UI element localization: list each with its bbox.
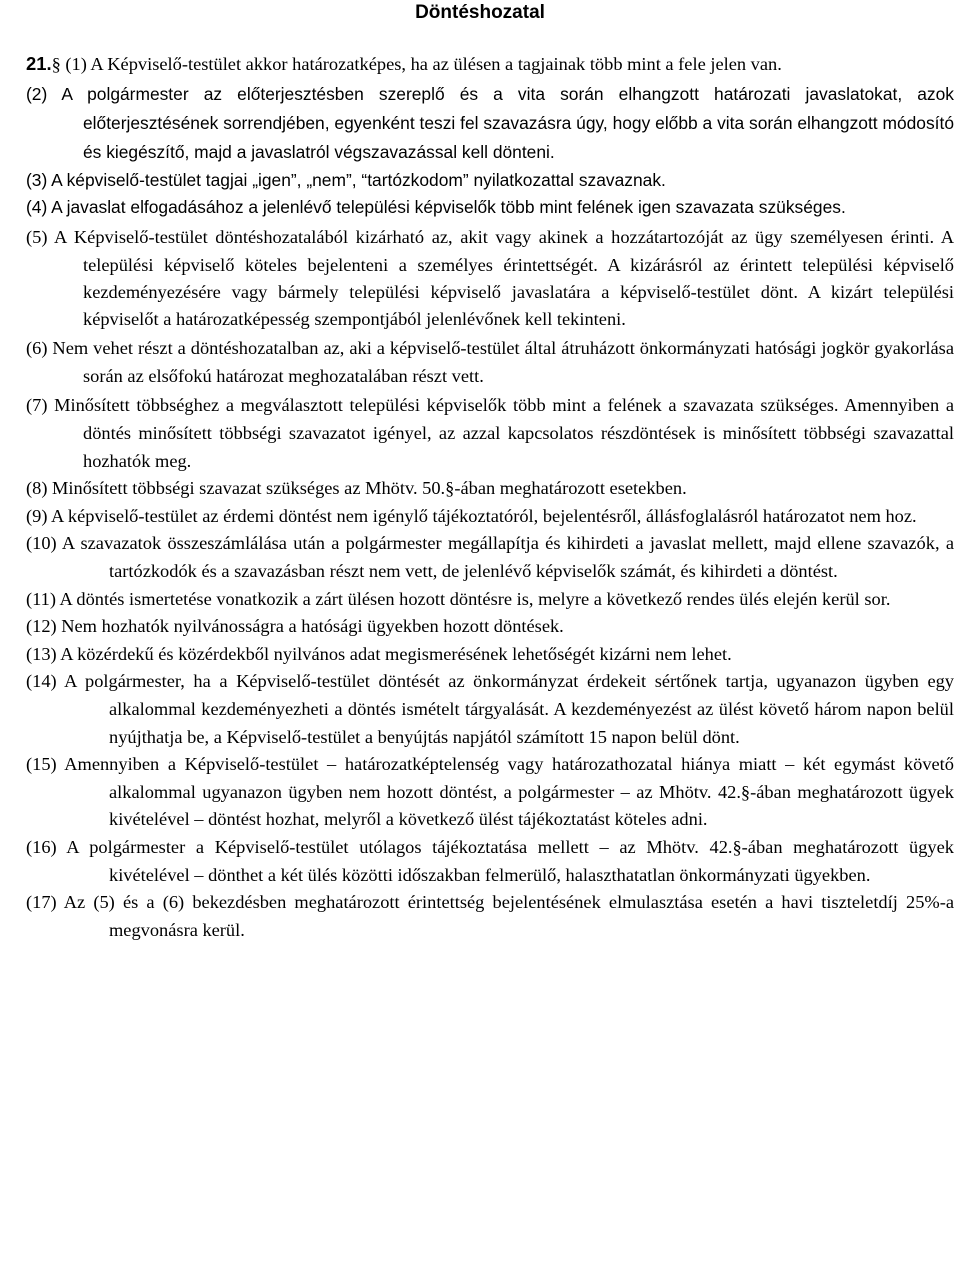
paragraph-12: (12) Nem hozhatók nyilvánosságra a hatósági ügyekben hozott döntések. xyxy=(26,616,564,637)
paragraph-6: (6) Nem vehet részt a döntéshozatalban az, aki a képviselő-testület által átruházott önkormányzati hatósági jogkör gyakorlása során az elsőfokú határozat meghozatalában részt vett. xyxy=(26,338,954,386)
paragraph-3: (3) A képviselő-testület tagjai „igen”, „nem”, “tartózkodom” nyilatkozattal szavaznak. xyxy=(26,170,666,191)
document-title: Döntéshozatal xyxy=(415,2,545,23)
paragraph-13: (13) A közérdekű és közérdekből nyilvános adat megismerésének lehetőségét kizárni nem lehet. xyxy=(26,643,732,664)
paragraph-17: (17) Az (5) és a (6) bekezdésben meghatározott érintettség bejelentésének elmulasztása esetén a havi tiszteletdíj 25%-a megvonásra kerül. xyxy=(26,892,954,940)
paragraph-16: (16) A polgármester a Képviselő-testület utólagos tájékoztatása mellett – az Mhötv. 42.§-ában meghatározott ügyek kivételével – dönthet a két ülés közötti időszakban felmerülő, halaszthatatlan önkormányzati ügyekben. xyxy=(26,836,954,885)
section-symbol: § xyxy=(51,54,61,74)
document-body xyxy=(26,50,954,944)
paragraph-4: (4) A javaslat elfogadásához a jelenlévő települési képviselők több mint felének igen szavazata szükséges. xyxy=(26,197,846,218)
paragraph-2: (2) A polgármester az előterjesztésben szereplő és a vita során elhangzott határozati javaslatokat, azok előterjesztésének sorrendjében, egyenként teszi fel szavazásra úgy, hogy előbb a vita során elhangzott módosító és kiegészítő, majd a javaslatról végszavazással kell dönteni. xyxy=(26,84,954,163)
paragraph-11: (11) A döntés ismertetése vonatkozik a zárt ülésen hozott döntésre is, melyre a következő rendes ülés elején kerül sor. xyxy=(26,588,891,609)
paragraph-15: (15) Amennyiben a Képviselő-testület – határozatképtelenség vagy határozathozatal hiánya miatt – két egymást követő alkalommal ugyanazon ügyben nem hozott döntést, a polgármester – az Mhötv. 42.§-ában meghatározott ügyek kivételével – döntést hozhat, melyről a következő ülést tájékoztatást köteles adni. xyxy=(26,754,954,830)
paragraph-10: (10) A szavazatok összeszámlálása után a polgármester megállapítja és kihirdeti a javaslat mellett, majd ellene szavazók, a tartózkodók és a szavazásban részt nem vett, de jelenlévő képviselők számát, és kihirdeti a döntést. xyxy=(26,533,954,581)
paragraph-8: (8) Minősített többségi szavazat szükséges az Mhötv. 50.§-ában meghatározott esetekben. xyxy=(26,478,687,499)
paragraph-text: (1) A Képviselő-testület akkor határozatképes, ha az ülésen a tagjainak több mint a fele jelen van. xyxy=(60,54,782,74)
paragraph-14: (14) A polgármester, ha a Képviselő-testület döntését az önkormányzat érdekeit sértőnek tartja, ugyanazon ügyben egy alkalommal kezdeményezheti a döntés ismételt tárgyalását. A kezdeményezést az ülést követő három napon belül nyújthatja be, a Képviselő-testület a benyújtás napjától számított 15 napon belül dönt. xyxy=(26,671,954,747)
section-number: 21. xyxy=(26,53,52,74)
paragraph-5: (5) A Képviselő-testület döntéshozatalából kizárható az, akit vagy akinek a hozzátartozóját az ügy személyesen érinti. A települési képviselő köteles bejelenteni a személyes érintettségét. A kizárásról az érintett települési képviselő kezdeményezésére vagy bármely települési képviselő javaslatára a képviselő-testület dönt. A kizárt települési képviselőt a határozatképesség szempontjából jelenlévőnek kell tekinteni. xyxy=(26,227,954,330)
paragraph-9: (9) A képviselő-testület az érdemi döntést nem igénylő tájékoztatóról, bejelentésről, állásfoglalásról határozatot nem hoz. xyxy=(26,505,917,526)
section-21-paragraph-1 xyxy=(26,50,954,78)
paragraph-7: (7) Minősített többséghez a megválasztott települési képviselők több mint a felének a szavazata szükséges. Amennyiben a döntés minősített többségi szavazatot igényel, az azzal kapcsolatos részdöntések is minősített többségi szavazattal hozhatók meg. xyxy=(26,395,954,471)
